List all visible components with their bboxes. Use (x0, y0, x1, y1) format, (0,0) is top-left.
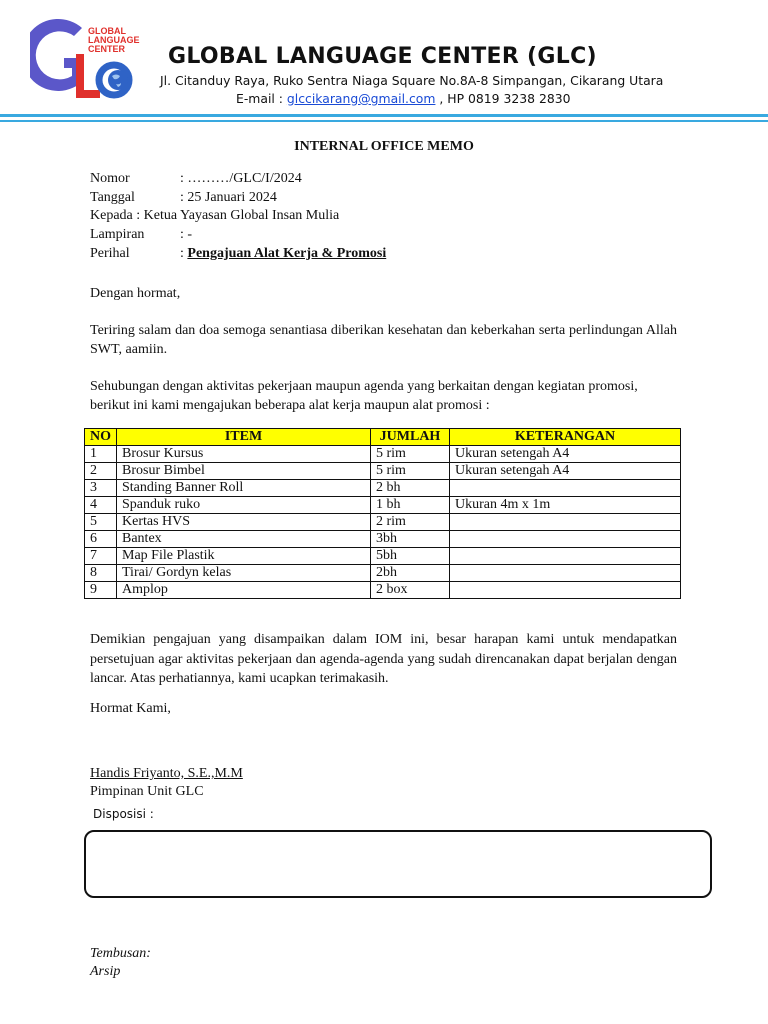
cell-keterangan: Ukuran setengah A4 (450, 446, 681, 463)
header-jumlah: JUMLAH (371, 429, 450, 446)
greeting: Dengan hormat, (90, 286, 181, 301)
tembusan-label: Tembusan: (90, 946, 151, 961)
field-tanggal (90, 190, 277, 206)
lampiran-label: Lampiran (90, 227, 145, 242)
email-label: E-mail : (236, 91, 287, 106)
logo-tagline-1: GLOBAL (88, 26, 126, 36)
cell-item: Brosur Kursus (117, 446, 371, 463)
sign-off: Hormat Kami, (90, 701, 171, 716)
cell-jumlah: 2 box (371, 582, 450, 599)
cell-item: Tirai/ Gordyn kelas (117, 565, 371, 582)
table-row (85, 565, 681, 582)
table-header-row (85, 429, 681, 446)
cell-no: 2 (85, 463, 117, 480)
table-row (85, 497, 681, 514)
logo-tagline-3: CENTER (88, 44, 126, 54)
glc-logo (30, 14, 142, 104)
cell-jumlah: 3bh (371, 531, 450, 548)
field-perihal (90, 246, 387, 262)
cell-keterangan (450, 548, 681, 565)
cell-keterangan (450, 582, 681, 599)
nomor-label: Nomor (90, 171, 130, 186)
cell-no: 3 (85, 480, 117, 497)
cell-jumlah: 2bh (371, 565, 450, 582)
field-nomor (90, 171, 302, 187)
table-row (85, 548, 681, 565)
cell-no: 8 (85, 565, 117, 582)
field-kepada: Kepada : Ketua Yayasan Global Insan Mulia (90, 208, 340, 223)
cell-keterangan (450, 480, 681, 497)
cell-jumlah: 1 bh (371, 497, 450, 514)
organization-contact (236, 91, 570, 106)
cell-item: Spanduk ruko (117, 497, 371, 514)
memo-title: INTERNAL OFFICE MEMO (294, 139, 474, 154)
cell-keterangan (450, 514, 681, 531)
cell-no: 9 (85, 582, 117, 599)
tanggal-value: : 25 Januari 2024 (180, 190, 277, 205)
header-keterangan: KETERANGAN (450, 429, 681, 446)
request-paragraph: Sehubungan dengan aktivitas pekerjaan maupun agenda yang berkaitan dengan kegiatan promosi, berikut ini kami mengajukan beberapa alat kerja maupun alat promosi : (90, 379, 638, 413)
disposisi-label: Disposisi : (93, 807, 154, 821)
cell-no: 7 (85, 548, 117, 565)
cell-no: 5 (85, 514, 117, 531)
closing-paragraph: Demikian pengajuan yang disampaikan dalam IOM ini, besar harapan kami untuk mendapatkan persetujuan agar aktivitas pekerjaan dan agenda-agenda yang sudah direncanakan dapat berjalan dengan lancar. Atas perhatiannya, kami ucapkan terimakasih. (90, 632, 677, 686)
cell-no: 6 (85, 531, 117, 548)
tembusan-value: Arsip (90, 964, 121, 979)
cell-item: Bantex (117, 531, 371, 548)
cell-no: 4 (85, 497, 117, 514)
cell-item: Amplop (117, 582, 371, 599)
header-item: ITEM (117, 429, 371, 446)
cell-keterangan (450, 531, 681, 548)
cell-no: 1 (85, 446, 117, 463)
phone-text: , HP 0819 3238 2830 (435, 91, 571, 106)
cell-item: Standing Banner Roll (117, 480, 371, 497)
cell-jumlah: 2 bh (371, 480, 450, 497)
cell-jumlah: 5 rim (371, 463, 450, 480)
signer-title: Pimpinan Unit GLC (90, 784, 204, 799)
cell-item: Kertas HVS (117, 514, 371, 531)
disposisi-box[interactable] (84, 830, 712, 898)
nomor-value: : ………/GLC/I/2024 (180, 171, 302, 186)
signer-name: Handis Friyanto, S.E.,M.M (90, 766, 243, 781)
tanggal-label: Tanggal (90, 190, 135, 205)
cell-jumlah: 5 rim (371, 446, 450, 463)
cell-keterangan (450, 565, 681, 582)
organization-address: Jl. Citanduy Raya, Ruko Sentra Niaga Square No.8A-8 Simpangan, Cikarang Utara (160, 73, 664, 88)
perihal-colon: : (180, 246, 188, 261)
field-lampiran (90, 227, 193, 243)
table-row (85, 446, 681, 463)
cell-keterangan: Ukuran 4m x 1m (450, 497, 681, 514)
cell-jumlah: 5bh (371, 548, 450, 565)
perihal-value: Pengajuan Alat Kerja & Promosi (187, 246, 387, 261)
cell-jumlah: 2 rim (371, 514, 450, 531)
cell-keterangan: Ukuran setengah A4 (450, 463, 681, 480)
logo-tagline-2: LANGUAGE (88, 35, 140, 45)
items-table (84, 428, 681, 599)
email-link[interactable]: glccikarang@gmail.com (286, 91, 436, 106)
lampiran-value: : - (180, 227, 193, 242)
cell-item: Brosur Bimbel (117, 463, 371, 480)
table-row (85, 582, 681, 599)
opening-paragraph: Teriring salam dan doa semoga senantiasa diberikan kesehatan dan keberkahan serta perlindungan Allah SWT, aamiin. (90, 323, 677, 357)
cell-item: Map File Plastik (117, 548, 371, 565)
header-rule-bottom (0, 120, 768, 122)
table-row (85, 480, 681, 497)
table-row (85, 463, 681, 480)
table-row (85, 531, 681, 548)
header-rule-top (0, 114, 768, 117)
header-no: NO (85, 429, 117, 446)
table-row (85, 514, 681, 531)
perihal-label: Perihal (90, 246, 130, 261)
perihal-value-wrap (180, 246, 386, 262)
organization-name: GLOBAL LANGUAGE CENTER (GLC) (168, 44, 597, 69)
